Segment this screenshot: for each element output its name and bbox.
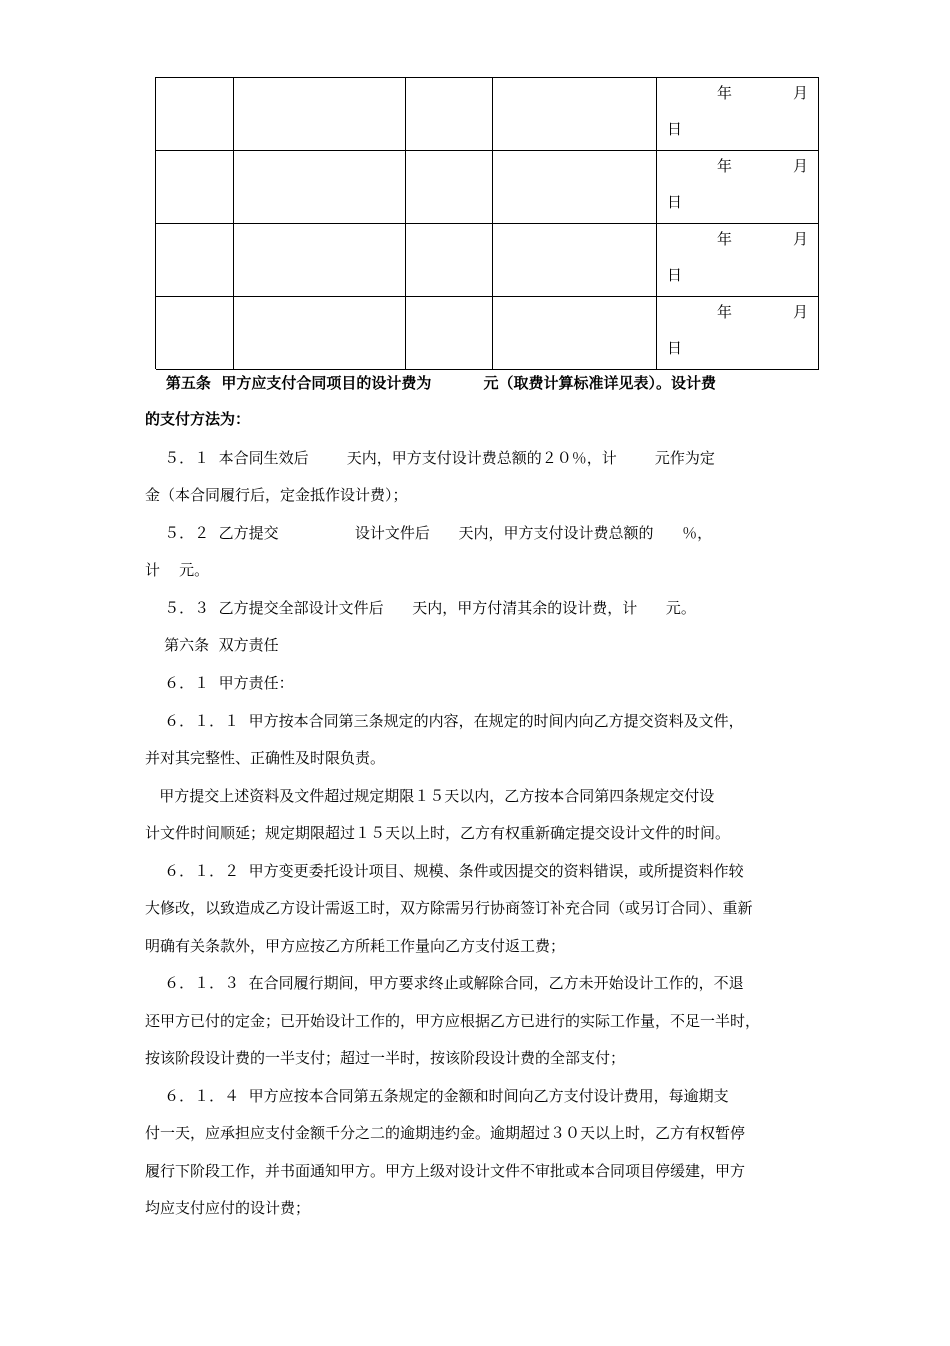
table-cell bbox=[406, 224, 493, 296]
clause-6-1-4-cont: 付一天，应承担应支付金额千分之二的逾期违约金。逾期超过３０天以上时，乙方有权暂停 bbox=[145, 1124, 746, 1142]
clause-6-1-3-cont: 还甲方已付的定金；已开始设计工作的，甲方应根据乙方已进行的实际工作量，不足一半时， bbox=[145, 1012, 761, 1030]
date-day-label: 日 bbox=[667, 193, 683, 211]
date-cell bbox=[657, 78, 819, 150]
clause-6-1-4-cont: 履行下阶段工作，并书面通知甲方。甲方上级对设计文件不审批或本合同项目停缓建，甲方 bbox=[145, 1162, 746, 1180]
date-year-label: 年 bbox=[717, 84, 733, 102]
table-cell bbox=[406, 297, 493, 369]
date-month-label: 月 bbox=[792, 230, 808, 248]
clause-5-1-cont: 金（本合同履行后，定金抵作设计费）； bbox=[145, 486, 408, 504]
table-row bbox=[156, 297, 819, 370]
table-cell bbox=[156, 151, 234, 223]
clause-6-1-3-cont: 按该阶段设计费的一半支付；超过一半时，按该阶段设计费的全部支付； bbox=[145, 1049, 626, 1067]
table-row bbox=[156, 224, 819, 297]
date-cell bbox=[657, 224, 819, 296]
date-cell bbox=[657, 151, 819, 223]
table-cell bbox=[156, 78, 234, 150]
paragraph-cont: 计文件时间顺延；规定期限超过１５天以上时，乙方有权重新确定提交设计文件的时间。 bbox=[145, 824, 731, 842]
date-year-label: 年 bbox=[717, 303, 733, 321]
clause-6-1-2-cont: 大修改，以致造成乙方设计需返工时，双方除需另行协商签订补充合同（或另订合同）、重新 bbox=[145, 899, 753, 917]
date-day-label: 日 bbox=[667, 266, 683, 284]
clause-5-3: ５．３ 乙方提交全部设计文件后 天内，甲方付清其余的设计费，计 元。 bbox=[145, 599, 696, 617]
table-row bbox=[156, 78, 819, 151]
date-day-label: 日 bbox=[667, 339, 683, 357]
table-cell bbox=[234, 224, 406, 296]
table-cell bbox=[156, 224, 234, 296]
table-cell bbox=[493, 151, 657, 223]
clause-6-1-4: ６．１．４ 甲方应按本合同第五条规定的金额和时间向乙方支付设计费用，每逾期支 bbox=[145, 1087, 729, 1105]
date-year-label: 年 bbox=[717, 230, 733, 248]
clause-6-1-1: ６．１．１ 甲方按本合同第三条规定的内容，在规定的时间内向乙方提交资料及文件， bbox=[145, 712, 744, 730]
date-month-label: 月 bbox=[792, 157, 808, 175]
table-cell bbox=[234, 151, 406, 223]
article-6-heading: 第六条 双方责任 bbox=[145, 636, 279, 654]
date-cell bbox=[657, 297, 819, 369]
table-cell bbox=[493, 224, 657, 296]
table-cell bbox=[493, 78, 657, 150]
article-5-heading-cont: 的支付方法为： bbox=[145, 410, 251, 428]
table-cell bbox=[234, 297, 406, 369]
schedule-table bbox=[155, 77, 819, 369]
date-month-label: 月 bbox=[792, 84, 808, 102]
clause-6-1-4-cont: 均应支付应付的设计费； bbox=[145, 1199, 311, 1217]
clause-6-1-1-cont: 并对其完整性、正确性及时限负责。 bbox=[145, 749, 386, 767]
clause-5-1: ５．１ 本合同生效后 天内，甲方支付设计费总额的２０％，计 元作为定 bbox=[145, 449, 715, 467]
clause-6-1: ６．１ 甲方责任： bbox=[145, 674, 294, 692]
clause-5-2: ５．２ 乙方提交 设计文件后 天内，甲方支付设计费总额的 ％， bbox=[145, 524, 713, 542]
table-cell bbox=[156, 297, 234, 369]
clause-6-1-3: ６．１．３ 在合同履行期间，甲方要求终止或解除合同，乙方未开始设计工作的，不退 bbox=[145, 974, 744, 992]
table-row bbox=[156, 151, 819, 224]
article-5-heading: 第五条 甲方应支付合同项目的设计费为 元（取费计算标准详见表）。设计费 bbox=[145, 374, 717, 392]
table-cell bbox=[493, 297, 657, 369]
table-cell bbox=[406, 151, 493, 223]
date-month-label: 月 bbox=[792, 303, 808, 321]
date-year-label: 年 bbox=[717, 157, 733, 175]
clause-6-1-2-cont: 明确有关条款外，甲方应按乙方所耗工作量向乙方支付返工费； bbox=[145, 937, 566, 955]
clause-5-2-cont: 计 元。 bbox=[145, 561, 210, 579]
paragraph: 甲方提交上述资料及文件超过规定期限１５天以内，乙方按本合同第四条规定交付设 bbox=[145, 787, 715, 805]
clause-6-1-2: ６．１．２ 甲方变更委托设计项目、规模、条件或因提交的资料错误，或所提资料作较 bbox=[145, 862, 744, 880]
date-day-label: 日 bbox=[667, 120, 683, 138]
table-cell bbox=[406, 78, 493, 150]
table-cell bbox=[234, 78, 406, 150]
